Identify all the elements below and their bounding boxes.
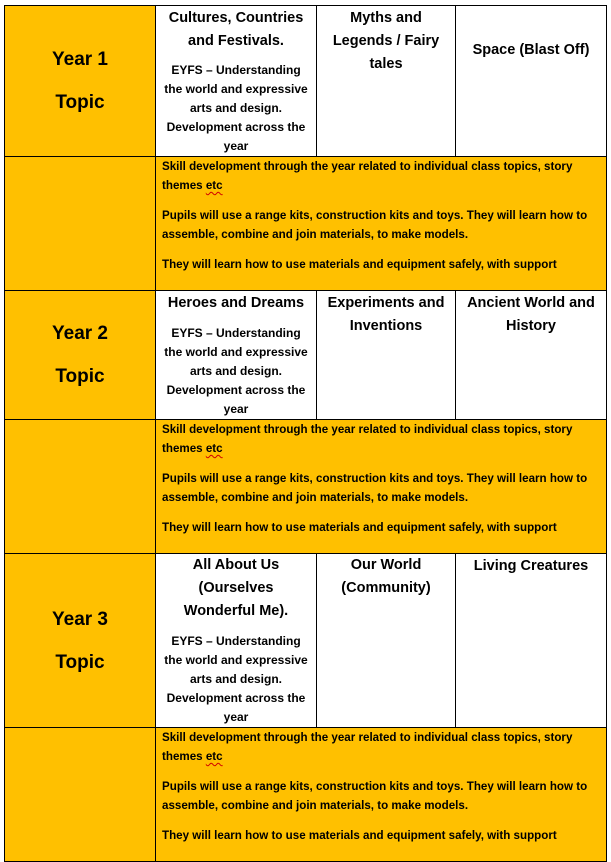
topic-label: Topic	[55, 651, 105, 673]
year-2-skills-empty-cell	[5, 420, 156, 554]
topic-title: Myths and Legends / Fairy tales	[332, 10, 440, 72]
topic-label: Topic	[55, 92, 105, 113]
year-3-topic-row	[5, 554, 607, 728]
skills-line-2: Pupils will use a range kits, construction kits and toys. They will learn how to assemble, combine and join materials, to make models.	[162, 209, 588, 241]
year-1-skills-row	[5, 157, 607, 291]
skills-line-2: Pupils will use a range kits, construction kits and toys. They will learn how to assemble, combine and join materials, to make models.	[162, 472, 588, 504]
year-3-label-cell	[5, 554, 156, 728]
year-1-topic-2-cell	[317, 6, 456, 157]
year-label: Year 1	[52, 49, 108, 70]
year-1-topic-1-cell	[156, 6, 317, 157]
topic-title: Heroes and Dreams	[167, 295, 305, 311]
topic-title: Ancient World and History	[467, 295, 595, 334]
topic-title: Living Creatures	[473, 558, 589, 574]
eyfs-note: EYFS – Understanding the world and expressive arts and design. Development across the year	[164, 63, 308, 153]
topic-title: Space (Blast Off)	[472, 42, 590, 58]
skills-line-2: Pupils will use a range kits, construction kits and toys. They will learn how to assemble, combine and join materials, to make models.	[162, 780, 588, 812]
spellcheck-word: etc	[205, 442, 223, 455]
year-2-label-cell	[5, 291, 156, 420]
year-2-topic-2-cell	[317, 291, 456, 420]
year-1-skills-empty-cell	[5, 157, 156, 291]
year-3-skills-empty-cell	[5, 728, 156, 862]
skills-line-3: They will learn how to use materials and equipment safely, with support	[162, 521, 557, 534]
skills-line-1: Skill development through the year related to individual class topics, story themes etc	[162, 731, 573, 763]
topic-title: Cultures, Countries and Festivals.	[168, 10, 304, 49]
year-2-topic-1-cell	[156, 291, 317, 420]
year-label: Year 3	[52, 608, 108, 630]
year-1-topic-3-cell	[456, 6, 607, 157]
topic-title: Our World (Community)	[341, 557, 431, 596]
skills-line-3: They will learn how to use materials and equipment safely, with support	[162, 829, 557, 842]
curriculum-table	[4, 5, 607, 862]
topic-label: Topic	[55, 366, 105, 387]
skills-line-3: They will learn how to use materials and equipment safely, with support	[162, 258, 557, 271]
skills-line-1: Skill development through the year related to individual class topics, story themes etc	[162, 160, 573, 192]
year-3-topic-2-cell	[317, 554, 456, 728]
topic-title: All About Us (Ourselves Wonderful Me).	[183, 557, 289, 619]
spellcheck-word: etc	[205, 750, 223, 763]
year-1-skills-cell	[156, 157, 607, 291]
year-3-skills-row	[5, 728, 607, 862]
year-label: Year 2	[52, 323, 108, 344]
eyfs-note: EYFS – Understanding the world and expressive arts and design. Development across the year	[164, 326, 308, 416]
year-3-topic-3-cell	[456, 554, 607, 728]
year-2-skills-row	[5, 420, 607, 554]
eyfs-note: EYFS – Understanding the world and expressive arts and design. Development across the year	[164, 634, 308, 724]
year-1-topic-row	[5, 6, 607, 157]
year-1-label-cell	[5, 6, 156, 157]
year-2-skills-cell	[156, 420, 607, 554]
year-2-topic-3-cell	[456, 291, 607, 420]
spellcheck-word: etc	[205, 179, 223, 192]
topic-title: Experiments and Inventions	[327, 295, 445, 334]
year-2-topic-row	[5, 291, 607, 420]
year-3-topic-1-cell	[156, 554, 317, 728]
skills-line-1: Skill development through the year related to individual class topics, story themes etc	[162, 423, 573, 455]
year-3-skills-cell	[156, 728, 607, 862]
